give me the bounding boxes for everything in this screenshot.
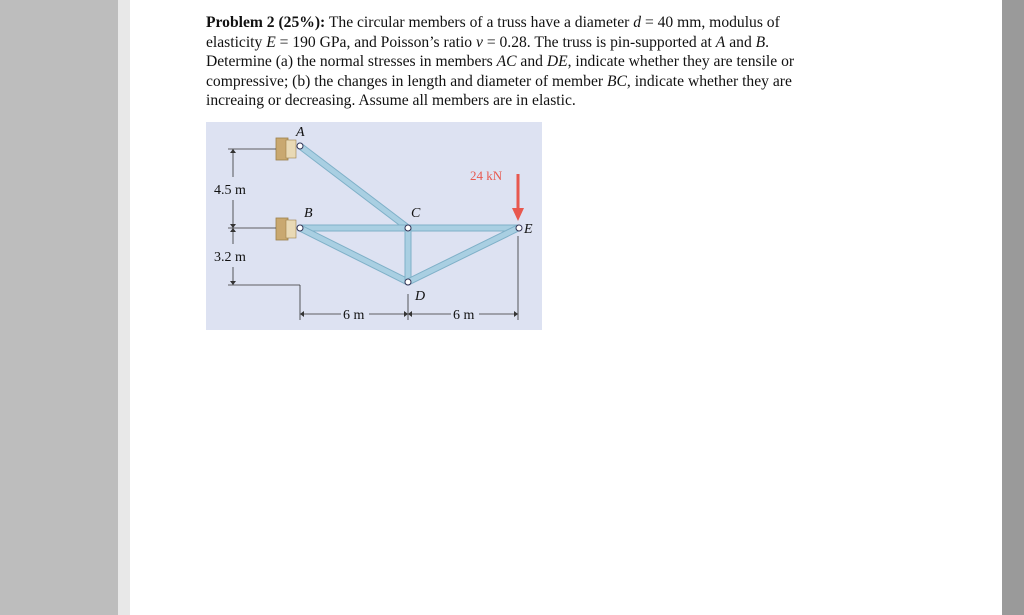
joint-D (405, 279, 411, 285)
label-A: A (296, 125, 305, 140)
document-page (130, 0, 1002, 615)
joint-E (516, 225, 522, 231)
dim-label-vertical-top: 4.5 m (214, 183, 246, 198)
text-line3-end: , indicate whether they are tensile or (567, 53, 795, 71)
dim-label-horizontal-left: 6 m (343, 308, 365, 323)
text-and: and (725, 33, 756, 51)
var-A: A (715, 33, 726, 51)
var-E: E (266, 33, 276, 51)
text-line4: compressive; (b) the changes in length and diameter of member (206, 72, 607, 90)
text-period: . (765, 33, 770, 51)
dim-label-horizontal-right: 6 m (453, 308, 475, 323)
var-BC: BC (606, 72, 627, 90)
var-AC: AC (496, 53, 517, 71)
text-line2: elasticity (206, 33, 267, 51)
window-left-margin (0, 0, 118, 615)
support-B-bracket (286, 220, 296, 238)
truss-figure (206, 122, 542, 330)
joint-A (297, 143, 303, 149)
joint-B (297, 225, 303, 231)
problem-heading: Problem 2 (25%): (206, 14, 326, 31)
truss-diagram (206, 122, 542, 330)
window-right-margin (1002, 0, 1024, 615)
problem-statement (206, 13, 906, 111)
label-D: D (415, 289, 426, 304)
joint-C (405, 225, 411, 231)
text-and2: and (516, 53, 547, 71)
var-DE: DE (546, 53, 568, 71)
dim-label-vertical-bottom: 3.2 m (214, 250, 246, 265)
text-E-value: = 190 GPa, and Poisson’s ratio (275, 33, 476, 51)
label-E: E (524, 222, 533, 237)
text-line3: Determine (a) the normal stresses in members (206, 53, 497, 71)
var-d: d (633, 14, 642, 31)
label-C: C (411, 206, 421, 221)
text-d-value: = 40 mm, modulus of (641, 14, 780, 31)
text-line4-end: , indicate whether they are (626, 72, 792, 90)
page-gutter (118, 0, 130, 615)
support-A-bracket (286, 140, 296, 158)
load-label: 24 kN (470, 168, 503, 183)
text-nu-value: = 0.28. The truss is pin-supported at (482, 33, 716, 51)
label-B: B (304, 206, 313, 221)
text-line5: increaing or decreasing. Assume all members are in elastic. (206, 92, 576, 110)
var-nu: v (476, 33, 483, 51)
text-line1: The circular members of a truss have a diameter (325, 14, 634, 31)
var-B: B (755, 33, 766, 51)
